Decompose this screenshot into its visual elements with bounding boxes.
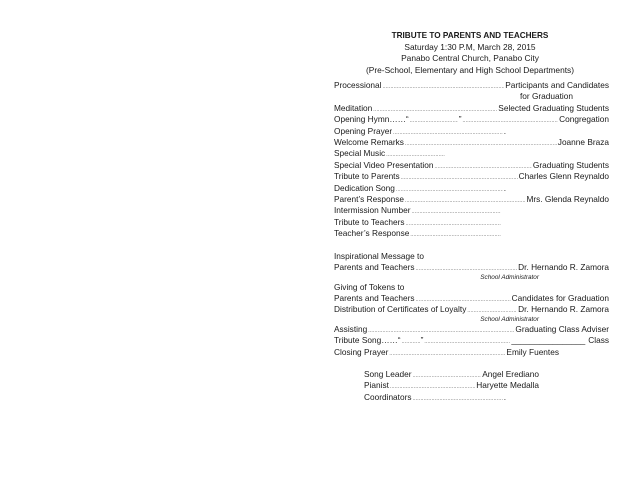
program-officials (334, 369, 609, 403)
leader-dots (434, 162, 531, 173)
program-header (300, 30, 638, 76)
item-value: Selected Graduating Students (498, 102, 609, 113)
item-label: Teacher’s Response (334, 228, 410, 239)
item-label: Dedication Song (334, 182, 395, 193)
leader-dots (405, 196, 525, 207)
item-value: Charles Glenn Reynaldo (518, 171, 609, 182)
item-label: Closing Prayer (334, 346, 389, 357)
item-label: Tribute Song……“ (334, 335, 401, 346)
leader-dots (462, 116, 558, 127)
item-quote: ” (420, 335, 424, 346)
program-item-closing-prayer (334, 347, 559, 358)
item-value: Joanne Braza (557, 136, 609, 147)
program-list (334, 80, 609, 403)
item-value: Congregation (559, 114, 609, 125)
item-value: Mrs. Glenda Reynaldo (526, 193, 609, 204)
item-label: Assisting (334, 323, 368, 334)
item-value: Angel Erediano (482, 368, 539, 379)
program-item-assisting (334, 324, 609, 335)
item-value: . (503, 391, 506, 402)
leader-dots (389, 349, 505, 360)
event-departments: (Pre-School, Elementary and High School Departments) (365, 64, 575, 75)
item-label: Pianist (364, 380, 389, 391)
leader-dots (393, 128, 503, 139)
item-label: Parents and Teachers (334, 293, 415, 304)
item-quote: ” (458, 114, 462, 125)
item-value: Class (588, 335, 609, 346)
leader-dots (383, 82, 505, 93)
item-label: Distribution of Certificates of Loyalty (334, 304, 467, 315)
item-label: Intermission Number (334, 205, 411, 216)
item-value: Candidates for Graduation (511, 293, 609, 304)
item-value: Haryette Medalla (476, 380, 539, 391)
inspirational-heading: Inspirational Message to (334, 250, 424, 261)
official-song-leader (364, 369, 539, 380)
leader-dots (410, 230, 501, 241)
item-label: Special Music (334, 148, 386, 159)
program-item-tokens (334, 293, 609, 304)
item-label: Processional (334, 80, 382, 90)
item-value: Dr. Hernando R. Zamora (518, 304, 609, 315)
item-value: Graduating Class Adviser (515, 323, 609, 334)
speaker-role: School Administrator (480, 273, 539, 281)
item-continuation: for Graduation (519, 91, 573, 102)
program-item-opening-hymn (334, 114, 609, 125)
leader-dots (412, 207, 501, 218)
official-pianist (364, 380, 539, 391)
program-item-inspirational (334, 262, 609, 273)
program-item-teachers-response (334, 228, 502, 239)
item-label: Coordinators (364, 391, 412, 402)
program-item-processional (334, 80, 609, 91)
program-title: TRIBUTE TO PARENTS AND TEACHERS (391, 31, 549, 40)
program-item-meditation (334, 103, 609, 114)
program-item-opening-prayer (334, 126, 506, 137)
item-value: . (503, 182, 506, 193)
item-value: . (503, 125, 506, 136)
event-venue: Panabo Central Church, Panabo City (401, 53, 539, 63)
item-label: Parents and Teachers (334, 262, 415, 273)
item-label: Meditation (334, 102, 373, 113)
program-item-intermission (334, 205, 502, 216)
item-label: Opening Prayer (334, 125, 393, 136)
item-label: Parent’s Response (334, 193, 404, 204)
leader-dots (424, 337, 510, 348)
program-item-welcome (334, 137, 609, 148)
program-item-parents-response (334, 194, 609, 205)
item-label: Welcome Remarks (334, 136, 404, 147)
program-item-tribute-teachers (334, 217, 502, 228)
program-item-video (334, 160, 609, 171)
program-item-tribute-song (334, 335, 609, 346)
item-value: Emily Fuentes (506, 346, 559, 357)
tokens-heading: Giving of Tokens to (334, 281, 405, 292)
program-item-certificates (334, 304, 609, 315)
event-date: Saturday 1:30 P.M, March 28, 2015 (404, 41, 536, 52)
leader-dots (406, 219, 501, 230)
leader-dots (410, 116, 458, 127)
program-item-tribute-parents (334, 171, 609, 182)
program-item-special-music (334, 148, 446, 159)
program-item-dedication (334, 183, 506, 194)
item-label: Tribute to Parents (334, 171, 400, 182)
leader-dots (396, 185, 503, 196)
official-coordinators (364, 392, 506, 403)
leader-dots (402, 337, 420, 348)
item-label: Tribute to Teachers (334, 216, 405, 227)
item-label: Special Video Presentation (334, 159, 434, 170)
item-label: Opening Hymn……“ (334, 114, 409, 125)
leader-dots (405, 139, 557, 150)
leader-dots (401, 173, 518, 184)
speaker-role: School Administrator (480, 315, 539, 323)
item-label: Song Leader (364, 368, 412, 379)
leader-dots (413, 371, 482, 382)
item-blank: ________________ (511, 335, 586, 346)
item-value: Dr. Hernando R. Zamora (518, 262, 609, 273)
item-value: Participants and Candidates (505, 80, 609, 90)
leader-dots (413, 394, 503, 405)
item-value: Graduating Students (532, 159, 609, 170)
